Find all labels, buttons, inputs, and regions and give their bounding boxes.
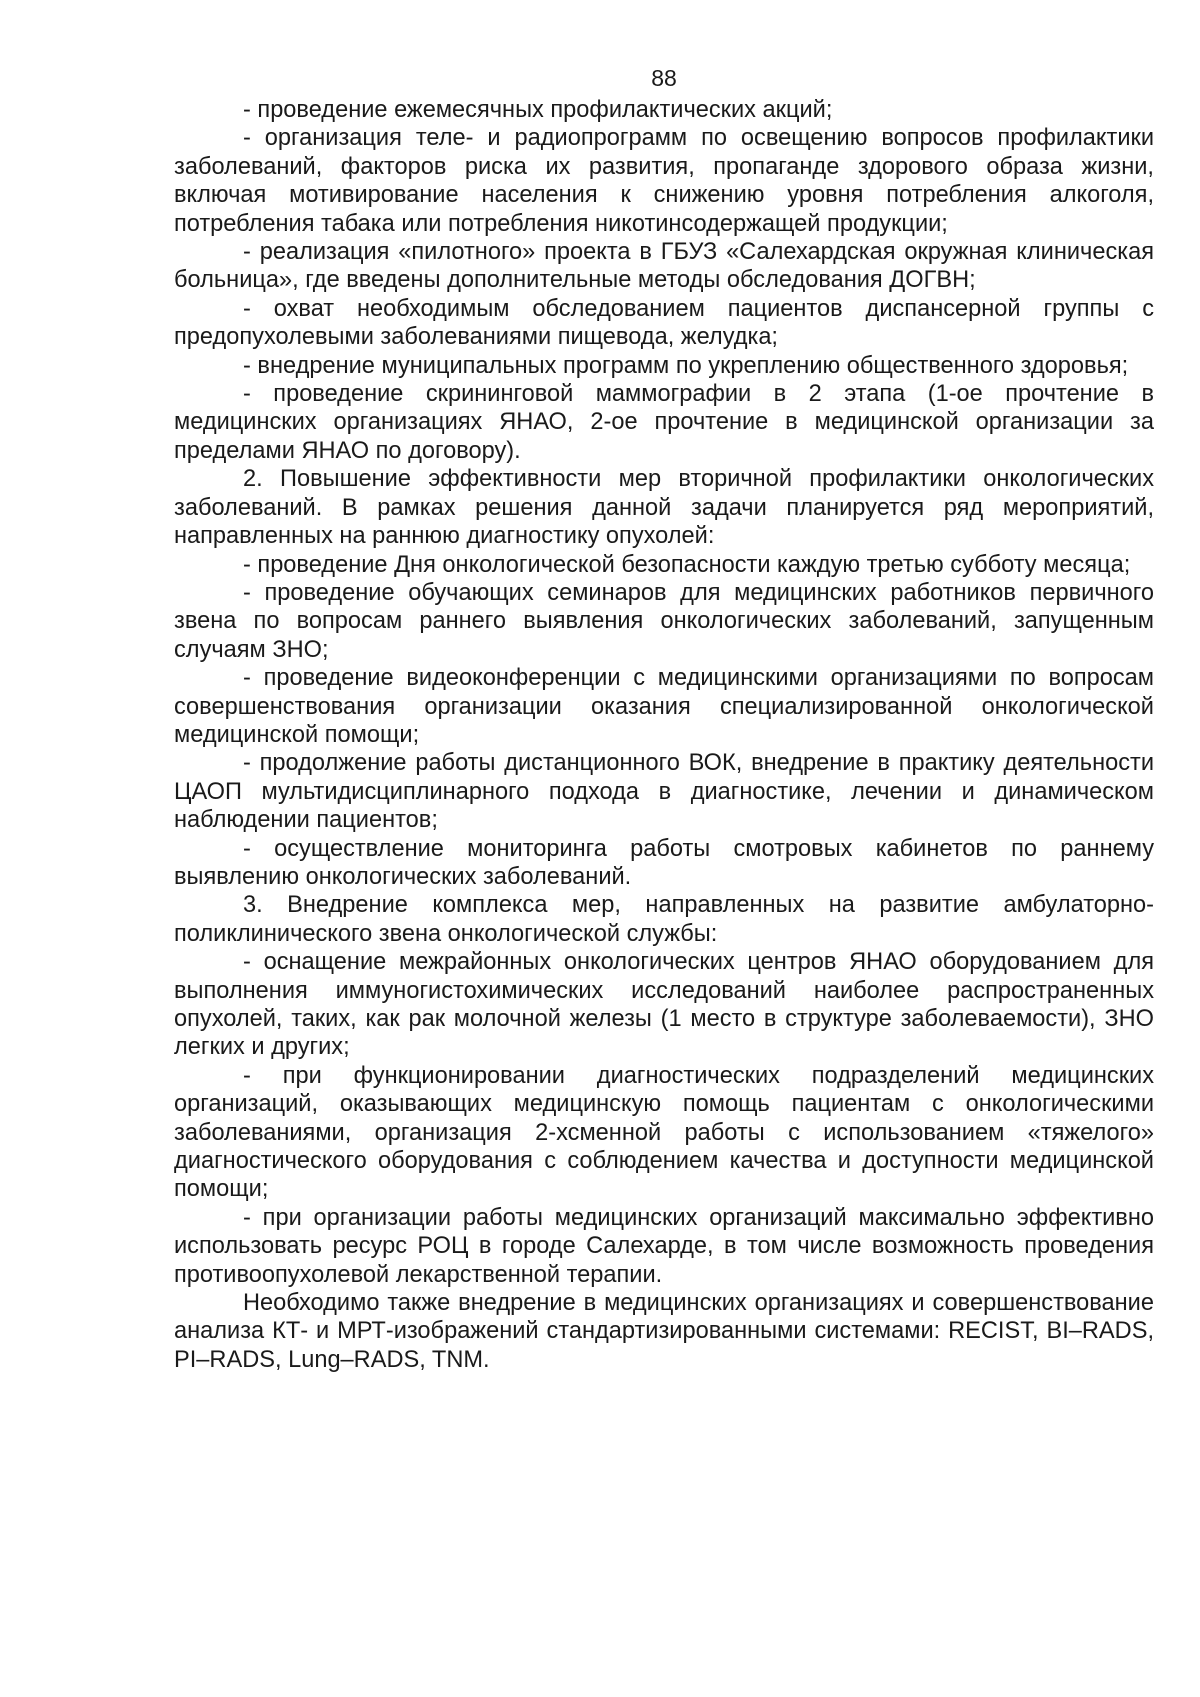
paragraph: - при функционировании диагностических подразделений медицинских организаций, оказывающих медицинскую помощь пациентам с онкологическими заболеваниями, организация 2-хсменной работы с использованием «тяжелого» диагностического оборудования с соблюдением качества и доступности медицинской помощи; [174,1062,1154,1203]
paragraph: - при организации работы медицинских организаций максимально эффективно использовать ресурс РОЦ в городе Салехарде, в том числе возможность проведения противоопухолевой лекарственной терапии. [174,1204,1154,1288]
paragraph: - проведение видеоконференции с медицинскими организациями по вопросам совершенствования организации оказания специализированной онкологической медицинской помощи; [174,665,1154,748]
paragraph: 3. Внедрение комплекса мер, направленных на развитие амбулаторно-поликлинического звена онкологической службы: [174,892,1154,947]
paragraph: - осуществление мониторинга работы смотровых кабинетов по раннему выявлению онкологических заболеваний. [174,835,1154,890]
paragraph: - охват необходимым обследованием пациентов диспансерной группы с предопухолевыми заболеваниями пищевода, желудка; [174,295,1154,351]
paragraph: - внедрение муниципальных программ по укреплению общественного здоровья; [243,352,1129,379]
paragraph: - проведение ежемесячных профилактических акций; [243,97,833,123]
page-number: 88 [651,65,677,91]
document-page [174,64,1154,1374]
paragraph: - продолжение работы дистанционного ВОК, внедрение в практику деятельности ЦАОП мультидисциплинарного подхода в диагностике, лечении и динамическом наблюдении пациентов; [174,750,1154,834]
paragraph: - реализация «пилотного» проекта в ГБУЗ «Салехардская окружная клиническая больница», где введены дополнительные методы обследования ДОГВН; [174,239,1154,294]
paragraph: - проведение скрининговой маммографии в 2 этапа (1-ое прочтение в медицинских организациях ЯНАО, 2-ое прочтение в медицинской организации за пределами ЯНАО по договору). [174,381,1154,464]
paragraph: - проведение Дня онкологической безопасности каждую третью субботу месяца; [243,551,1131,578]
paragraph: 2. Повышение эффективности мер вторичной профилактики онкологических заболеваний. В рамках решения данной задачи планируется ряд мероприятий, направленных на раннюю диагностику опухолей: [174,466,1154,550]
paragraph: Необходимо также внедрение в медицинских организациях и совершенствование анализа КТ- и МРТ-изображений стандартизированными системами: RECIST, BI–RADS, PI–RADS, Lung–RADS, TNM. [174,1290,1154,1373]
paragraph: - организация теле- и радиопрограмм по освещению вопросов профилактики заболеваний, факторов риска их развития, пропаганде здорового образа жизни, включая мотивирование населения к снижению уровня потребления алкоголя, потребления табака или потребления никотинсодержащей продукции; [174,125,1154,237]
paragraph: - проведение обучающих семинаров для медицинских работников первичного звена по вопросам раннего выявления онкологических заболеваний, запущенным случаям ЗНО; [174,579,1154,663]
paragraph: - оснащение межрайонных онкологических центров ЯНАО оборудованием для выполнения иммуногистохимических исследований наиболее распространенных опухолей, таких, как рак молочной железы (1 место в структуре заболеваемости), ЗНО легких и других; [174,949,1154,1061]
